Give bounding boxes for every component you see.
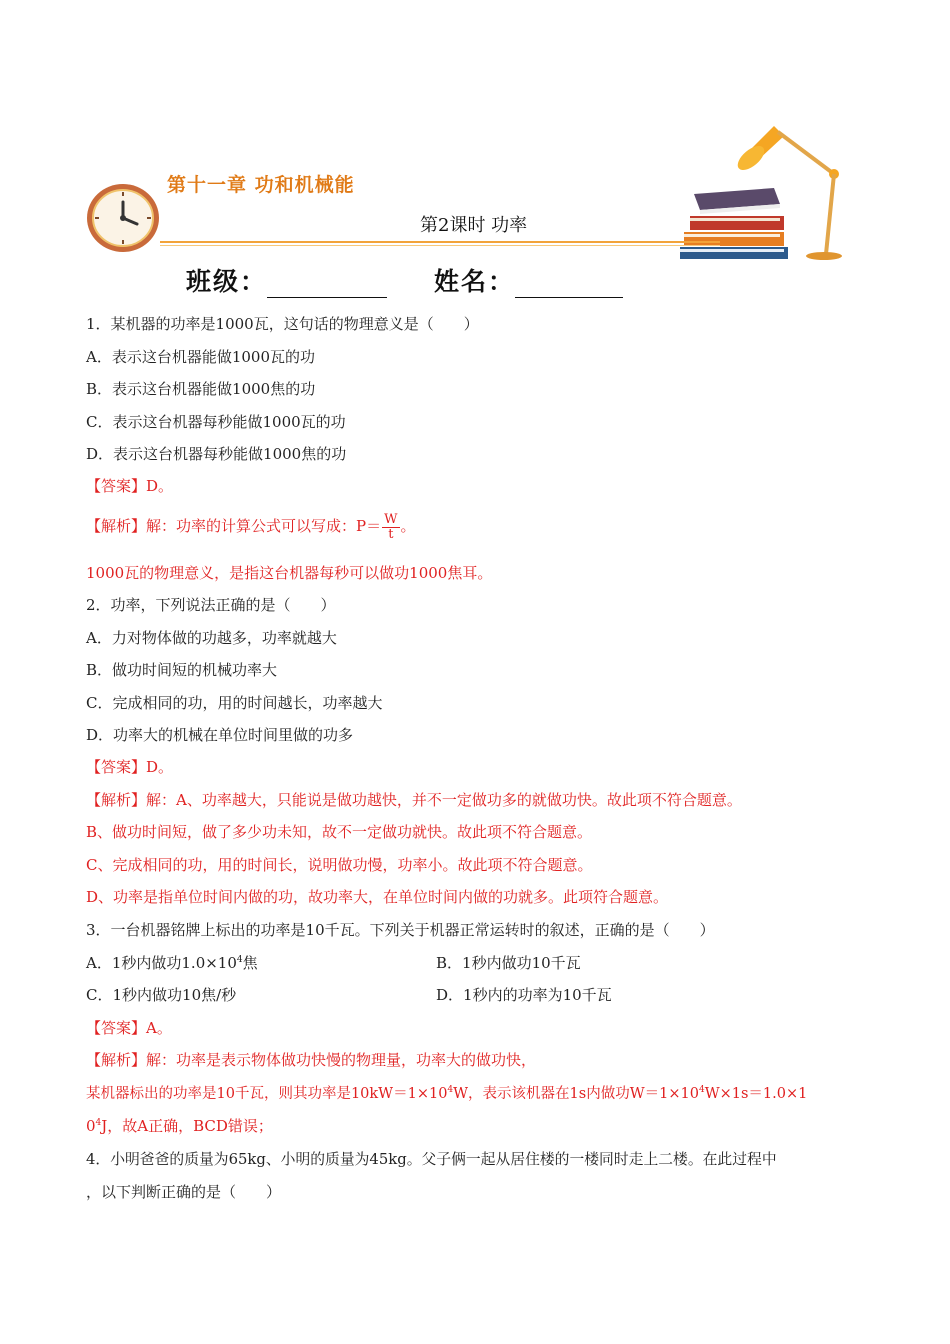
q3-answer: 【答案】A。	[86, 1019, 172, 1037]
q2-option-b: B．做功时间短的机械功率大	[86, 661, 278, 679]
q3-stem: 3．一台机器铭牌上标出的功率是10千瓦。下列关于机器正常运转时的叙述，正确的是（ ）	[86, 921, 715, 939]
q2-stem: 2．功率，下列说法正确的是（ ）	[86, 596, 336, 614]
answer-tag: 【答案】	[86, 758, 147, 776]
q3-analysis-3: $0^4J$，故A正确，BCD错误；	[86, 1117, 273, 1135]
q2-option-a: A．力对物体做的功越多，功率就越大	[86, 629, 337, 647]
q3-option-d: D．1秒内的功率为10千瓦	[436, 986, 612, 1004]
q3-option-b: B．1秒内做功10千瓦	[436, 954, 581, 972]
class-label: 班级：	[186, 267, 268, 296]
q3-option-a: A．1秒内做功$1.0\times 10^4$焦	[86, 954, 258, 972]
power-formula: $\frac{W}{t}$	[384, 511, 398, 542]
q2-analysis-4: D、功率是指单位时间内做的功，故功率大，在单位时间内做的功就多。此项符合题意。	[86, 888, 669, 906]
lesson-title: 第2课时 功率	[420, 215, 528, 236]
analysis-tag: 【解析】	[86, 517, 147, 535]
clock-icon	[84, 180, 162, 254]
q3-analysis-1: 【解析】解：功率是表示物体做功快慢的物理量，功率大的做功快，	[86, 1051, 537, 1069]
q2-answer: 【答案】D。	[86, 758, 174, 776]
q1-answer: 【答案】D。	[86, 477, 174, 495]
answer-tag: 【答案】	[86, 1019, 147, 1037]
class-blank	[267, 271, 387, 298]
q1-analysis-1: 【解析】解：功率的计算公式可以写成：P＝ $\frac{W}{t}$ 。	[86, 511, 416, 542]
q2-analysis-2: B、做功时间短，做了多少功未知，故不一定做功就快。故此项不符合题意。	[86, 823, 593, 841]
name-label: 姓名：	[434, 267, 516, 296]
name-blank	[515, 271, 623, 298]
books-icon	[680, 188, 788, 259]
q1-option-d: D．表示这台机器每秒能做1000焦的功	[86, 445, 347, 463]
q1-option-b: B．表示这台机器能做1000焦的功	[86, 380, 316, 398]
answer-tag: 【答案】	[86, 477, 147, 495]
analysis-tag: 【解析】	[86, 791, 147, 809]
q2-option-d: D．功率大的机械在单位时间里做的功多	[86, 726, 354, 744]
header-divider-secondary	[160, 245, 720, 246]
header-divider	[160, 241, 720, 243]
q1-stem: 1．某机器的功率是1000瓦，这句话的物理意义是（ ）	[86, 315, 479, 333]
analysis-tag: 【解析】	[86, 1051, 147, 1069]
name-field	[434, 262, 623, 298]
q2-option-c: C．完成相同的功，用的时间越长，功率越大	[86, 694, 383, 712]
q4-stem-line-1: 4．小明爸爸的质量为65kg、小明的质量为45kg。父子俩一起从居住楼的一楼同时走上二楼。在此过程中	[86, 1151, 777, 1168]
q2-analysis-1: 【解析】解：A、功率越大，只能说是做功越快，并不一定做功多的就做功快。故此项不符合题意。	[86, 791, 742, 809]
q3-option-c: C．1秒内做功10焦/秒	[86, 986, 237, 1004]
chapter-title: 第十一章 功和机械能	[167, 174, 355, 196]
class-field	[186, 262, 387, 298]
q1-analysis-2: 1000瓦的物理意义，是指这台机器每秒可以做功1000焦耳。	[86, 564, 493, 582]
q4-stem-line-2: ，以下判断正确的是（ ）	[86, 1183, 282, 1201]
q2-analysis-3: C、完成相同的功，用的时间长，说明做功慢，功率小。故此项不符合题意。	[86, 856, 593, 874]
q1-option-c: C．表示这台机器每秒能做1000瓦的功	[86, 413, 346, 431]
q1-option-a: A．表示这台机器能做1000瓦的功	[86, 348, 316, 366]
q3-analysis-2: 某机器标出的功率是10千瓦，则其功率是$10kW=1\times 10^4W$，表示该机器在1s内做功$W=1\times 10^4W\times 1s=1.0\times 1$	[86, 1085, 808, 1102]
